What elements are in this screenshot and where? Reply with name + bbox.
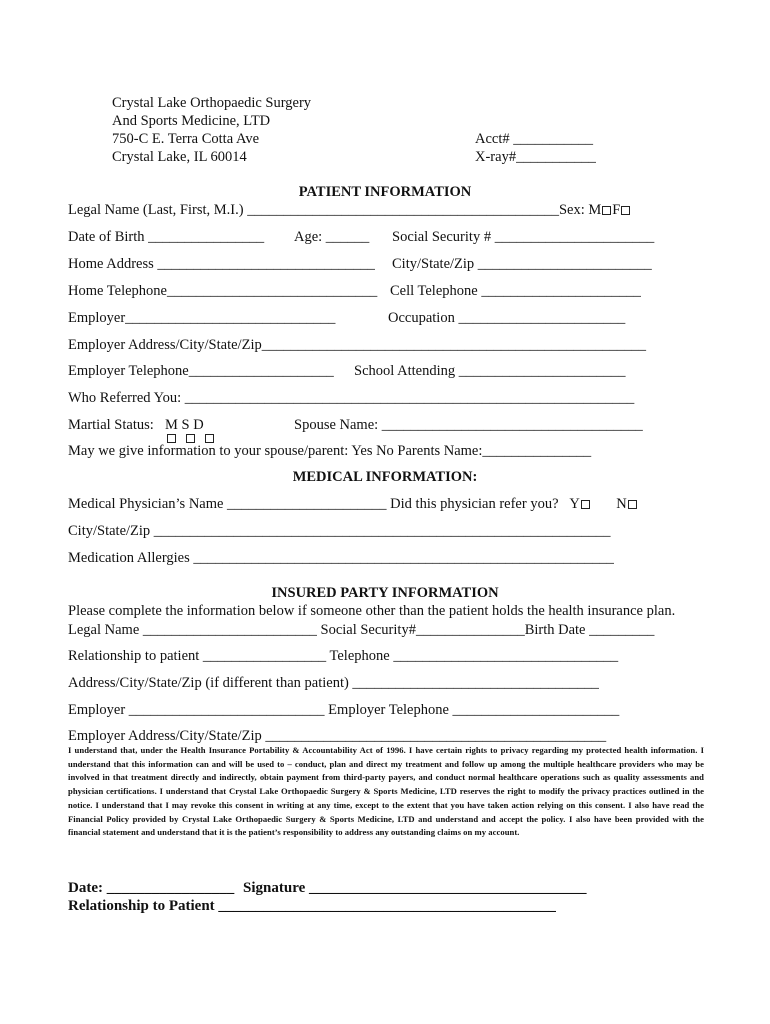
physician-field[interactable]: Medical Physician’s Name ______________________ Did this physician refer you?: [68, 496, 559, 512]
sex-f-label: F: [612, 202, 621, 218]
insured-employer-field[interactable]: Employer ___________________________ Employer Telephone _______________________: [68, 702, 620, 718]
insured-address-field[interactable]: Address/City/State/Zip (if different than patient) __________________________________: [68, 675, 599, 691]
refer-yes-label: Y: [569, 496, 580, 512]
acct-field[interactable]: Acct# ___________: [475, 131, 593, 147]
privacy-consent-text: I understand that, under the Health Insurance Portability & Accountability Act of 1996. I have certain rights to privacy regarding my protected health information. I understand that this information can and will be used to – conduct, plan and direct my treatment and follow up among the multiple healthcare providers who may be involved in that treatment directly and indirectly, obtain payment from third-party payers, and conduct normal healthcare operations such as quality assessments and physician certifications. I understand that Crystal Lake Orthopaedic Surgery & Sports Medicine, LTD reserves the right to modify the privacy practices outlined in the notice. I understand that I may revoke this consent in writing at any time, except to the extent that you have taken action relying on this consent. I also have read the Financial Policy provided by Crystal Lake Orthopaedic Surgery & Sports Medicine, LTD and understand and accept the policy. I also have been provided with the financial statement and understand that it is the patient’s responsibility to address any outstanding claims on my account.: [68, 745, 704, 838]
refer-no-label: N: [616, 496, 627, 512]
insured-instruction: Please complete the information below if someone other than the patient holds the health insurance plan.: [68, 603, 676, 619]
city-state-zip-field[interactable]: City/State/Zip ________________________: [392, 256, 652, 272]
school-field[interactable]: School Attending _______________________: [354, 363, 626, 379]
employer-field[interactable]: Employer_____________________________: [68, 310, 336, 326]
medical-info-heading: MEDICAL INFORMATION:: [292, 469, 478, 485]
employer-phone-field[interactable]: Employer Telephone____________________: [68, 363, 334, 379]
refer-no-checkbox[interactable]: [628, 500, 637, 509]
insured-info-heading: INSURED PARTY INFORMATION: [271, 585, 499, 601]
refer-yes-checkbox[interactable]: [581, 500, 590, 509]
insured-legal-name-field[interactable]: Legal Name ________________________ Social Security#_______________Birth Date _________: [68, 622, 655, 638]
occupation-field[interactable]: Occupation _______________________: [388, 310, 626, 326]
sex-m-label: M: [588, 202, 602, 218]
info-release-field[interactable]: May we give information to your spouse/parent: Yes No Parents Name:_______________: [68, 443, 592, 459]
age-field[interactable]: Age: ______: [294, 229, 370, 245]
signature-field[interactable]: Signature _____________________________________: [243, 880, 587, 896]
relationship-to-patient-field[interactable]: Relationship to Patient _____________________________________________: [68, 898, 556, 914]
employer-address-field[interactable]: Employer Address/City/State/Zip_____________________________________________________: [68, 337, 646, 353]
spouse-name-field[interactable]: Spouse Name: ____________________________________: [294, 417, 643, 433]
insured-relationship-field[interactable]: Relationship to patient _________________ Telephone _______________________________: [68, 648, 619, 664]
home-address-field[interactable]: Home Address ______________________________: [68, 256, 375, 272]
medical-city-field[interactable]: City/State/Zip _______________________________________________________________: [68, 523, 611, 539]
referred-field[interactable]: Who Referred You: ______________________________________________________________: [68, 390, 635, 406]
allergies-field[interactable]: Medication Allergies __________________________________________________________: [68, 550, 614, 566]
marital-d-checkbox[interactable]: [205, 434, 214, 443]
physician-row: [68, 496, 638, 512]
marital-m-checkbox[interactable]: [167, 434, 176, 443]
sex-f-checkbox[interactable]: [621, 206, 630, 215]
practice-name-line2: And Sports Medicine, LTD: [112, 113, 271, 129]
patient-info-heading: PATIENT INFORMATION: [298, 184, 472, 200]
insured-employer-address-field[interactable]: Employer Address/City/State/Zip _______________________________________________: [68, 728, 607, 744]
legal-name-row: [68, 202, 631, 218]
home-phone-field[interactable]: Home Telephone_____________________________: [68, 283, 378, 299]
marital-label: Martial Status:: [68, 417, 154, 433]
marital-s-checkbox[interactable]: [186, 434, 195, 443]
dob-field[interactable]: Date of Birth ________________: [68, 229, 265, 245]
xray-field[interactable]: X-ray#___________: [475, 149, 596, 165]
sex-m-checkbox[interactable]: [602, 206, 611, 215]
marital-options: M S D: [165, 417, 204, 433]
practice-address: 750-C E. Terra Cotta Ave: [112, 131, 260, 147]
ssn-field[interactable]: Social Security # ______________________: [392, 229, 655, 245]
practice-city: Crystal Lake, IL 60014: [112, 149, 247, 165]
practice-name-line1: Crystal Lake Orthopaedic Surgery: [112, 95, 312, 111]
date-field[interactable]: Date: _________________: [68, 880, 235, 896]
legal-name-field[interactable]: Legal Name (Last, First, M.I.) ___________________________________________Sex:: [68, 202, 585, 218]
cell-phone-field[interactable]: Cell Telephone ______________________: [390, 283, 641, 299]
